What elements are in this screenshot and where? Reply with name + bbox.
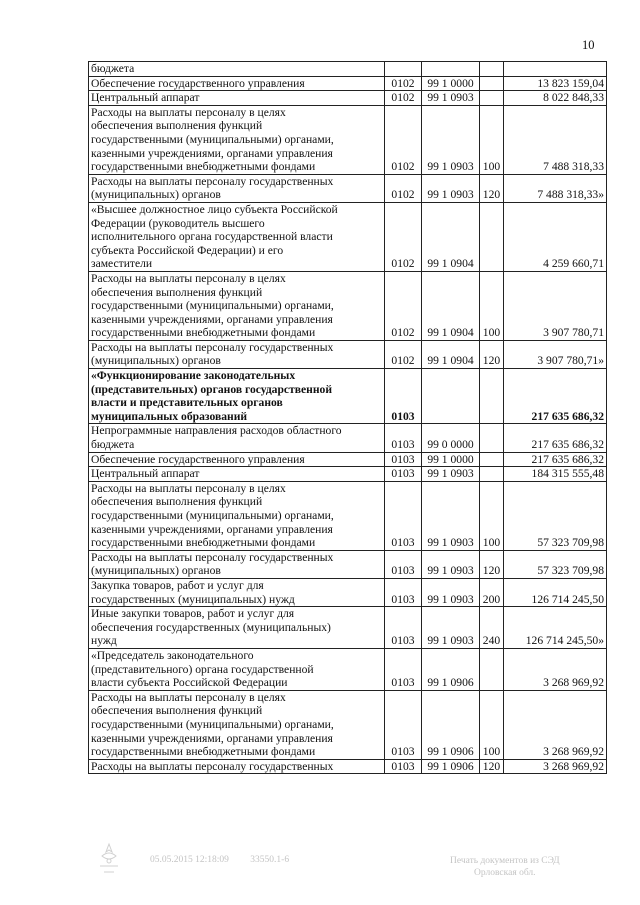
row-section-cell: 0103	[385, 550, 422, 578]
table-row	[89, 369, 607, 424]
row-kind-cell: 240	[480, 607, 504, 649]
table-row	[89, 202, 607, 271]
row-amount-cell	[504, 62, 607, 77]
row-amount-cell: 3 907 780,71	[504, 271, 607, 340]
row-section-cell: 0103	[385, 369, 422, 424]
row-article-cell: 99 1 0903	[422, 105, 480, 174]
row-name-cell: Расходы на выплаты персоналу в целях обеспечения выполнения функций государственными (муниципальными) органами, казенными учреждениями, органами управления государственными внебюджетными фондами	[89, 690, 385, 759]
row-section-cell: 0103	[385, 759, 422, 774]
row-name-cell: Расходы на выплаты персоналу в целях обеспечения выполнения функций государственными (муниципальными) органами, казенными учреждениями, органами управления государственными внебюджетными фондами	[89, 105, 385, 174]
row-name-cell: Непрограммные направления расходов областного бюджета	[89, 424, 385, 452]
row-kind-cell	[480, 452, 504, 467]
row-section-cell: 0103	[385, 467, 422, 482]
table-row	[89, 271, 607, 340]
table-row	[89, 550, 607, 578]
row-name-cell: Расходы на выплаты персоналу в целях обеспечения выполнения функций государственными (муниципальными) органами, казенными учреждениями, органами управления государственными внебюджетными фондами	[89, 271, 385, 340]
table-row	[89, 62, 607, 77]
table-row	[89, 452, 607, 467]
row-article-cell: 99 1 0906	[422, 648, 480, 690]
footer-meta	[150, 855, 289, 865]
row-kind-cell	[480, 369, 504, 424]
row-name-cell: Обеспечение государственного управления	[89, 452, 385, 467]
row-section-cell: 0103	[385, 690, 422, 759]
table-row	[89, 91, 607, 106]
row-name-cell: Иные закупки товаров, работ и услуг для обеспечения государственных (муниципальных) нужд	[89, 607, 385, 649]
row-name-cell: бюджета	[89, 62, 385, 77]
row-amount-cell: 3 268 969,92	[504, 648, 607, 690]
row-section-cell: 0103	[385, 481, 422, 550]
table-row	[89, 648, 607, 690]
row-name-cell: Расходы на выплаты персоналу в целях обеспечения выполнения функций государственными (муниципальными) органами, казенными учреждениями, органами управления государственными внебюджетными фондами	[89, 481, 385, 550]
row-amount-cell: 217 635 686,32	[504, 424, 607, 452]
table-row	[89, 578, 607, 606]
row-section-cell: 0103	[385, 424, 422, 452]
row-amount-cell: 7 488 318,33»	[504, 174, 607, 202]
row-article-cell: 99 1 0903	[422, 607, 480, 649]
row-article-cell	[422, 369, 480, 424]
row-kind-cell	[480, 648, 504, 690]
row-section-cell: 0102	[385, 76, 422, 91]
row-name-cell: Расходы на выплаты персоналу государственных (муниципальных) органов	[89, 340, 385, 368]
row-section-cell: 0102	[385, 174, 422, 202]
row-kind-cell	[480, 91, 504, 106]
row-section-cell: 0102	[385, 105, 422, 174]
row-article-cell: 99 1 0000	[422, 76, 480, 91]
table-row	[89, 76, 607, 91]
row-section-cell: 0102	[385, 202, 422, 271]
table-row	[89, 467, 607, 482]
row-amount-cell: 8 022 848,33	[504, 91, 607, 106]
row-article-cell: 99 1 0903	[422, 550, 480, 578]
row-kind-cell: 120	[480, 759, 504, 774]
row-section-cell: 0102	[385, 271, 422, 340]
row-article-cell: 99 1 0904	[422, 340, 480, 368]
row-amount-cell: 3 268 969,92	[504, 759, 607, 774]
footer-system-label	[450, 855, 560, 879]
row-article-cell: 99 1 0903	[422, 467, 480, 482]
row-article-cell: 99 1 0906	[422, 690, 480, 759]
row-kind-cell: 100	[480, 690, 504, 759]
row-section-cell: 0103	[385, 452, 422, 467]
row-kind-cell	[480, 202, 504, 271]
row-amount-cell: 126 714 245,50»	[504, 607, 607, 649]
row-article-cell: 99 1 0903	[422, 174, 480, 202]
table-row	[89, 607, 607, 649]
row-kind-cell	[480, 467, 504, 482]
footer-system-line2: Орловская обл.	[474, 868, 536, 878]
row-article-cell: 99 1 0000	[422, 452, 480, 467]
row-section-cell: 0103	[385, 648, 422, 690]
table-row	[89, 759, 607, 774]
row-amount-cell: 217 635 686,32	[504, 452, 607, 467]
row-kind-cell: 100	[480, 105, 504, 174]
row-amount-cell: 13 823 159,04	[504, 76, 607, 91]
row-section-cell: 0102	[385, 91, 422, 106]
table-row	[89, 105, 607, 174]
row-section-cell: 0103	[385, 607, 422, 649]
row-kind-cell: 100	[480, 481, 504, 550]
table-row	[89, 424, 607, 452]
row-name-cell: Расходы на выплаты персоналу государственных (муниципальных) органов	[89, 550, 385, 578]
row-section-cell: 0102	[385, 340, 422, 368]
row-name-cell: Центральный аппарат	[89, 91, 385, 106]
row-article-cell: 99 1 0903	[422, 481, 480, 550]
row-amount-cell: 57 323 709,98	[504, 550, 607, 578]
table-row	[89, 340, 607, 368]
page-number: 10	[582, 38, 595, 52]
row-kind-cell	[480, 62, 504, 77]
row-article-cell: 99 1 0904	[422, 271, 480, 340]
row-kind-cell: 200	[480, 578, 504, 606]
row-amount-cell: 3 907 780,71»	[504, 340, 607, 368]
row-name-cell: Обеспечение государственного управления	[89, 76, 385, 91]
footer-timestamp: 05.05.2015 12:18:09	[150, 855, 229, 865]
row-kind-cell: 120	[480, 340, 504, 368]
row-article-cell	[422, 62, 480, 77]
row-kind-cell	[480, 424, 504, 452]
row-amount-cell: 184 315 555,48	[504, 467, 607, 482]
row-kind-cell: 100	[480, 271, 504, 340]
row-name-cell: «Председатель законодательного (представительного) органа государственной власти субъекта Российской Федерации	[89, 648, 385, 690]
decorative-seal-icon	[96, 842, 122, 878]
row-kind-cell: 120	[480, 174, 504, 202]
row-article-cell: 99 1 0903	[422, 578, 480, 606]
row-article-cell: 99 1 0906	[422, 759, 480, 774]
row-name-cell: Центральный аппарат	[89, 467, 385, 482]
row-name-cell: Расходы на выплаты персоналу государственных	[89, 759, 385, 774]
row-section-cell: 0103	[385, 578, 422, 606]
row-article-cell: 99 1 0904	[422, 202, 480, 271]
row-amount-cell: 7 488 318,33	[504, 105, 607, 174]
footer-document-number: 33550.1-6	[250, 855, 290, 865]
row-amount-cell: 126 714 245,50	[504, 578, 607, 606]
row-article-cell: 99 0 0000	[422, 424, 480, 452]
budget-table	[88, 61, 607, 774]
table-row	[89, 690, 607, 759]
row-section-cell	[385, 62, 422, 77]
row-amount-cell: 217 635 686,32	[504, 369, 607, 424]
row-name-cell: «Высшее должностное лицо субъекта Российской Федерации (руководитель высшего исполнительного органа государственной власти субъекта Российской Федерации) и его заместители	[89, 202, 385, 271]
row-name-cell: «Функционирование законодательных (представительных) органов государственной власти и представительных органов муниципальных образований	[89, 369, 385, 424]
row-name-cell: Расходы на выплаты персоналу государственных (муниципальных) органов	[89, 174, 385, 202]
row-kind-cell: 120	[480, 550, 504, 578]
row-article-cell: 99 1 0903	[422, 91, 480, 106]
table-row	[89, 481, 607, 550]
row-amount-cell: 4 259 660,71	[504, 202, 607, 271]
row-amount-cell: 57 323 709,98	[504, 481, 607, 550]
row-name-cell: Закупка товаров, работ и услуг для государственных (муниципальных) нужд	[89, 578, 385, 606]
table-row	[89, 174, 607, 202]
row-kind-cell	[480, 76, 504, 91]
footer-system-line1: Печать документов из СЭД	[450, 856, 560, 866]
budget-table-body	[89, 62, 607, 774]
row-amount-cell: 3 268 969,92	[504, 690, 607, 759]
